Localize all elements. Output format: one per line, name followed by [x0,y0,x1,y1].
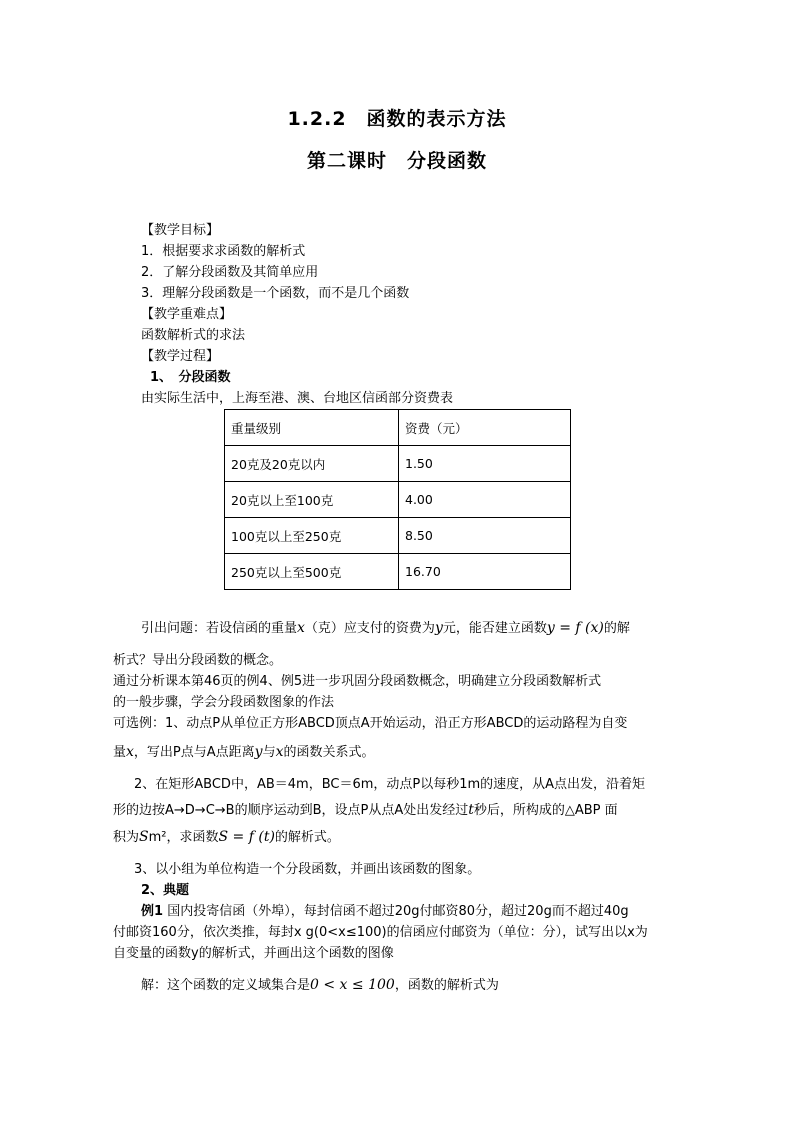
text: 秒后，所构成的△ABP 面 [473,803,618,818]
text: 的函数关系式。 [283,745,375,760]
text: 形的边按A→D→C→B的顺序运动到B，设点P从点A处出发经过 [113,803,469,818]
var-x: x [275,744,284,760]
text: 的解析式。 [274,830,340,845]
question-text: 元，能否建立函数 [442,621,547,636]
ex1-label: 例1 [141,904,164,919]
var-y: y [434,620,443,636]
page-subtitle: 第二课时 分段函数 [306,150,487,172]
var-y: y [254,744,263,760]
formula: y = f (x) [546,620,604,636]
solution-line [141,976,499,995]
table-cell: 250克以上至500克 [225,554,399,590]
var-t: t [468,802,474,818]
text: 积为 [113,830,140,845]
example3-line: 3、以小组为单位构造一个分段函数，并画出该函数的图象。 [134,862,481,877]
table-header: 资费（元） [399,410,571,446]
table-cell: 1.50 [399,446,571,482]
formula: S = f (t) [218,829,275,845]
text: ，函数的解析式为 [394,978,499,993]
section1-heading: 1、 分段函数 [150,370,231,385]
goal-item: 3．理解分段函数是一个函数，而不是几个函数 [141,286,410,301]
example2-line: 2、在矩形ABCD中，AB＝4m，BC＝6m，动点P以每秒1m的速度，从A点出发，沿着矩 [134,777,646,792]
optional-example-line: 可选例：1、动点P从单位正方形ABCD顶点A开始运动，沿正方形ABCD的运动路程为自变 [113,716,628,731]
table-cell: 8.50 [399,518,571,554]
table-cell: 20克以上至100克 [225,482,399,518]
table-row [225,446,571,482]
ex1-line1 [141,903,629,921]
text: 量 [113,745,127,760]
question-text: （克）应支付的资费为 [304,621,435,636]
section2-heading: 2、典题 [141,883,190,898]
text: 与 [262,745,276,760]
text: 解：这个函数的定义域集合是 [141,978,311,993]
table-cell: 100克以上至250克 [225,518,399,554]
postage-table [224,409,571,590]
text: 国内投寄信函（外埠），每封信函不超过20g付邮资80分，超过20g而不超过40g [167,904,629,919]
analysis-line: 通过分析课本第46页的例4、例5进一步巩固分段函数概念，明确建立分段函数解析式 [113,674,602,689]
var-x: x [297,620,305,636]
table-header: 重量级别 [225,410,399,446]
key-points-heading: 【教学重难点】 [141,307,233,322]
analysis-line: 的一般步骤，学会分段函数图象的作法 [113,695,335,710]
question-line2: 析式？导出分段函数的概念。 [113,653,283,668]
example2-line3 [113,828,340,847]
example2-line2 [113,801,618,820]
table-intro: 由实际生活中，上海至港、澳、台地区信函部分资费表 [141,391,454,406]
table-cell: 16.70 [399,554,571,590]
text: m²，求函数 [148,830,219,845]
var-x: x [126,744,134,760]
optional-example-line2 [113,743,375,762]
goals-heading: 【教学目标】 [141,223,220,238]
table-cell: 20克及20克以内 [225,446,399,482]
page-title: 1.2.2 函数的表示方法 [287,108,507,130]
question-text: 引出问题：若设信函的重量 [141,621,298,636]
formula: 0 < x ≤ 100 [310,977,395,993]
process-heading: 【教学过程】 [141,349,220,364]
ex1-line2: 付邮资160分，依次类推，每封x g(0<x≤100)的信函应付邮资为（单位：分），试写出以x为 [113,925,648,940]
question-line [141,619,630,638]
table-row [225,482,571,518]
goal-item: 2．了解分段函数及其简单应用 [141,265,319,280]
var-S: S [139,829,149,845]
key-points-text: 函数解析式的求法 [141,328,246,343]
table-row [225,518,571,554]
table-row [225,554,571,590]
goal-item: 1．根据要求求函数的解析式 [141,244,306,259]
ex1-line3: 自变量的函数y的解析式，并画出这个函数的图像 [113,946,394,961]
table-header-row [225,410,571,446]
table-cell: 4.00 [399,482,571,518]
question-text: 的解 [603,621,630,636]
text: ，写出P点与A点距离 [133,745,255,760]
